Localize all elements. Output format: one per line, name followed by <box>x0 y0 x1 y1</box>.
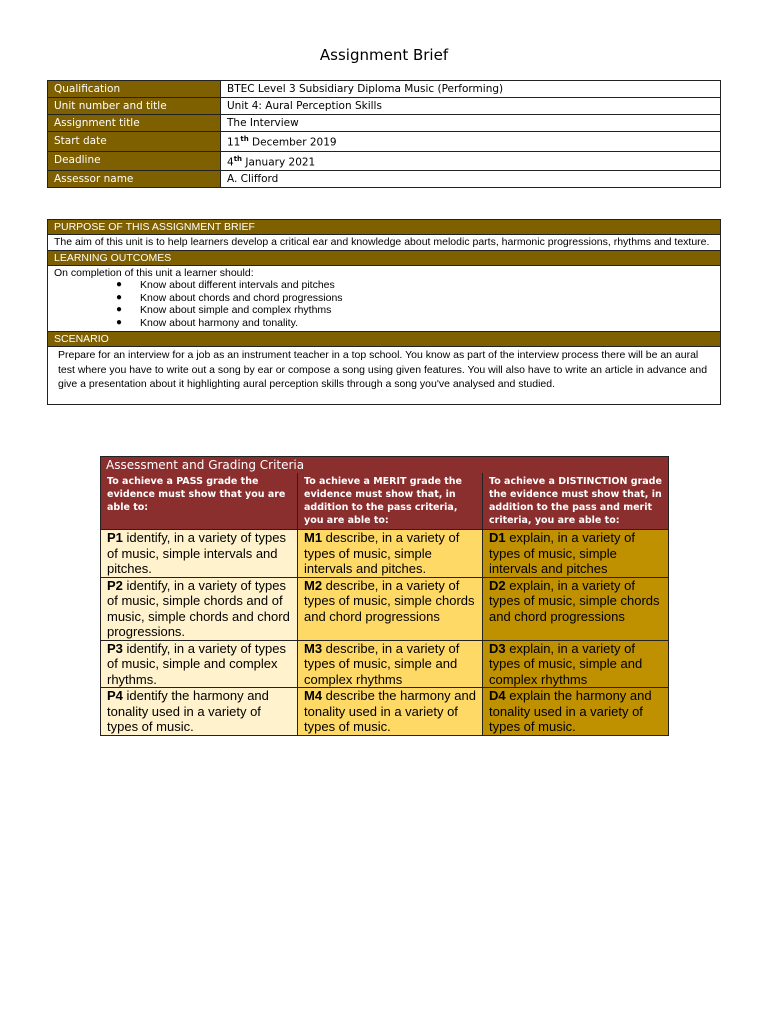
list-item: ● Know about chords and chord progressions <box>140 292 714 305</box>
criterion-text: describe the harmony and tonality used in a variety of types of music. <box>304 688 476 734</box>
table-row <box>101 688 669 736</box>
assignment-title-value: The Interview <box>221 115 721 132</box>
deadline-day-suffix: th <box>233 154 243 163</box>
merit-criterion-cell <box>298 577 483 640</box>
pass-criterion-cell <box>101 530 298 578</box>
criterion-text: describe, in a variety of types of music, simple chords and chord progressions <box>304 577 475 624</box>
deadline-label: Deadline <box>48 151 221 171</box>
criterion-text: explain the harmony and tonality used in a variety of types of music. <box>489 688 652 734</box>
list-item: ● Know about simple and complex rhythms <box>140 304 714 317</box>
criterion-text: describe, in a variety of types of music, simple and complex rhythms <box>304 640 460 687</box>
pass-header: To achieve a PASS grade the evidence must show that you are able to: <box>101 473 298 530</box>
assessor-value: A. Clifford <box>221 171 721 188</box>
grading-criteria-caption: Assessment and Grading Criteria <box>101 457 669 474</box>
merit-criterion-cell <box>298 688 483 736</box>
page-title: Assignment Brief <box>319 46 449 64</box>
learning-outcomes-heading: LEARNING OUTCOMES <box>48 250 720 266</box>
criterion-text: identify the harmony and tonality used in a variety of types of music. <box>107 688 269 734</box>
scenario-text: Prepare for an interview for a job as an instrument teacher in a top school. You know as part of the interview process there will be an aural test where you have to write out a song by ear or compose a song using given features. You will also have to write an article in advance and give a presentation about it highlighting aural perception skills through a song you've analysed and studied. <box>58 349 708 391</box>
qualification-label: Qualification <box>48 81 221 98</box>
table-row <box>101 457 669 474</box>
distinction-criterion-cell <box>483 688 669 736</box>
qualification-value: BTEC Level 3 Subsidiary Diploma Music (Performing) <box>221 81 721 98</box>
purpose-box <box>47 219 721 405</box>
pass-criterion-cell <box>101 688 298 736</box>
table-row <box>48 132 721 152</box>
list-item: ● Know about harmony and tonality. <box>140 317 714 330</box>
assignment-info-table <box>47 80 721 188</box>
pass-criterion-cell <box>101 640 298 688</box>
table-row <box>101 473 669 530</box>
table-row <box>48 171 721 188</box>
criterion-code: M1 <box>304 530 323 545</box>
purpose-heading: PURPOSE OF THIS ASSIGNMENT BRIEF <box>48 220 720 235</box>
purpose-text: The aim of this unit is to help learners develop a critical ear and knowledge about melodic parts, harmonic progressions, rhythms and texture. <box>54 236 710 248</box>
criterion-code: P3 <box>107 640 123 656</box>
criterion-code: D3 <box>489 640 506 656</box>
list-item: ● Know about different intervals and pitches <box>140 279 714 292</box>
unit-label: Unit number and title <box>48 98 221 115</box>
start-day-suffix: th <box>240 135 249 143</box>
merit-criterion-cell <box>298 640 483 688</box>
table-row <box>48 81 721 98</box>
merit-criterion-cell <box>298 530 483 578</box>
deadline-month-year: January 2021 <box>242 156 316 168</box>
deadline-day: 4 <box>227 156 234 168</box>
table-row <box>101 530 669 578</box>
distinction-header: To achieve a DISTINCTION grade the evidence must show that, in addition to the pass and merit criteria, you are able to: <box>483 473 669 530</box>
scenario-heading: SCENARIO <box>48 331 720 347</box>
criterion-code: M4 <box>304 688 323 703</box>
criterion-code: D4 <box>489 688 506 703</box>
start-date-value <box>221 132 721 152</box>
learning-outcomes-intro: On completion of this unit a learner should: <box>54 267 254 279</box>
table-row <box>48 98 721 115</box>
criterion-text: identify, in a variety of types of music, simple and complex rhythms. <box>107 640 286 687</box>
pass-criterion-cell <box>101 577 298 640</box>
start-date-label: Start date <box>48 132 221 152</box>
criterion-code: M3 <box>304 640 323 656</box>
unit-value: Unit 4: Aural Perception Skills <box>221 98 721 115</box>
criterion-text: explain, in a variety of types of music, simple intervals and pitches <box>489 530 635 576</box>
table-row <box>48 115 721 132</box>
table-row <box>101 577 669 640</box>
distinction-criterion-cell <box>483 577 669 640</box>
criterion-code: P2 <box>107 577 123 593</box>
criterion-code: D2 <box>489 577 506 593</box>
learning-outcomes <box>48 266 720 331</box>
criterion-code: P4 <box>107 688 123 703</box>
criterion-code: M2 <box>304 577 323 593</box>
grading-criteria-table <box>100 456 669 736</box>
table-row <box>101 640 669 688</box>
distinction-criterion-cell <box>483 530 669 578</box>
criterion-text: identify, in a variety of types of music, simple chords and of music, simple chords and chord progressions. <box>107 577 290 639</box>
start-month-year: December 2019 <box>248 136 337 149</box>
table-row <box>48 151 721 171</box>
criterion-text: identify, in a variety of types of music, simple intervals and pitches. <box>107 530 286 576</box>
learning-outcomes-list <box>54 279 714 329</box>
criterion-text: explain, in a variety of types of music, simple chords and chord progressions <box>489 577 660 624</box>
deadline-value <box>221 151 721 171</box>
criterion-text: explain, in a variety of types of music, simple and complex rhythms <box>489 640 643 687</box>
criterion-code: D1 <box>489 530 506 545</box>
assignment-title-label: Assignment title <box>48 115 221 132</box>
distinction-criterion-cell <box>483 640 669 688</box>
criterion-text: describe, in a variety of types of music, simple intervals and pitches. <box>304 530 460 576</box>
merit-header: To achieve a MERIT grade the evidence must show that, in addition to the pass criteria, you are able to: <box>298 473 483 530</box>
start-day: 11 <box>227 136 241 149</box>
criterion-code: P1 <box>107 530 123 545</box>
assessor-label: Assessor name <box>48 171 221 188</box>
